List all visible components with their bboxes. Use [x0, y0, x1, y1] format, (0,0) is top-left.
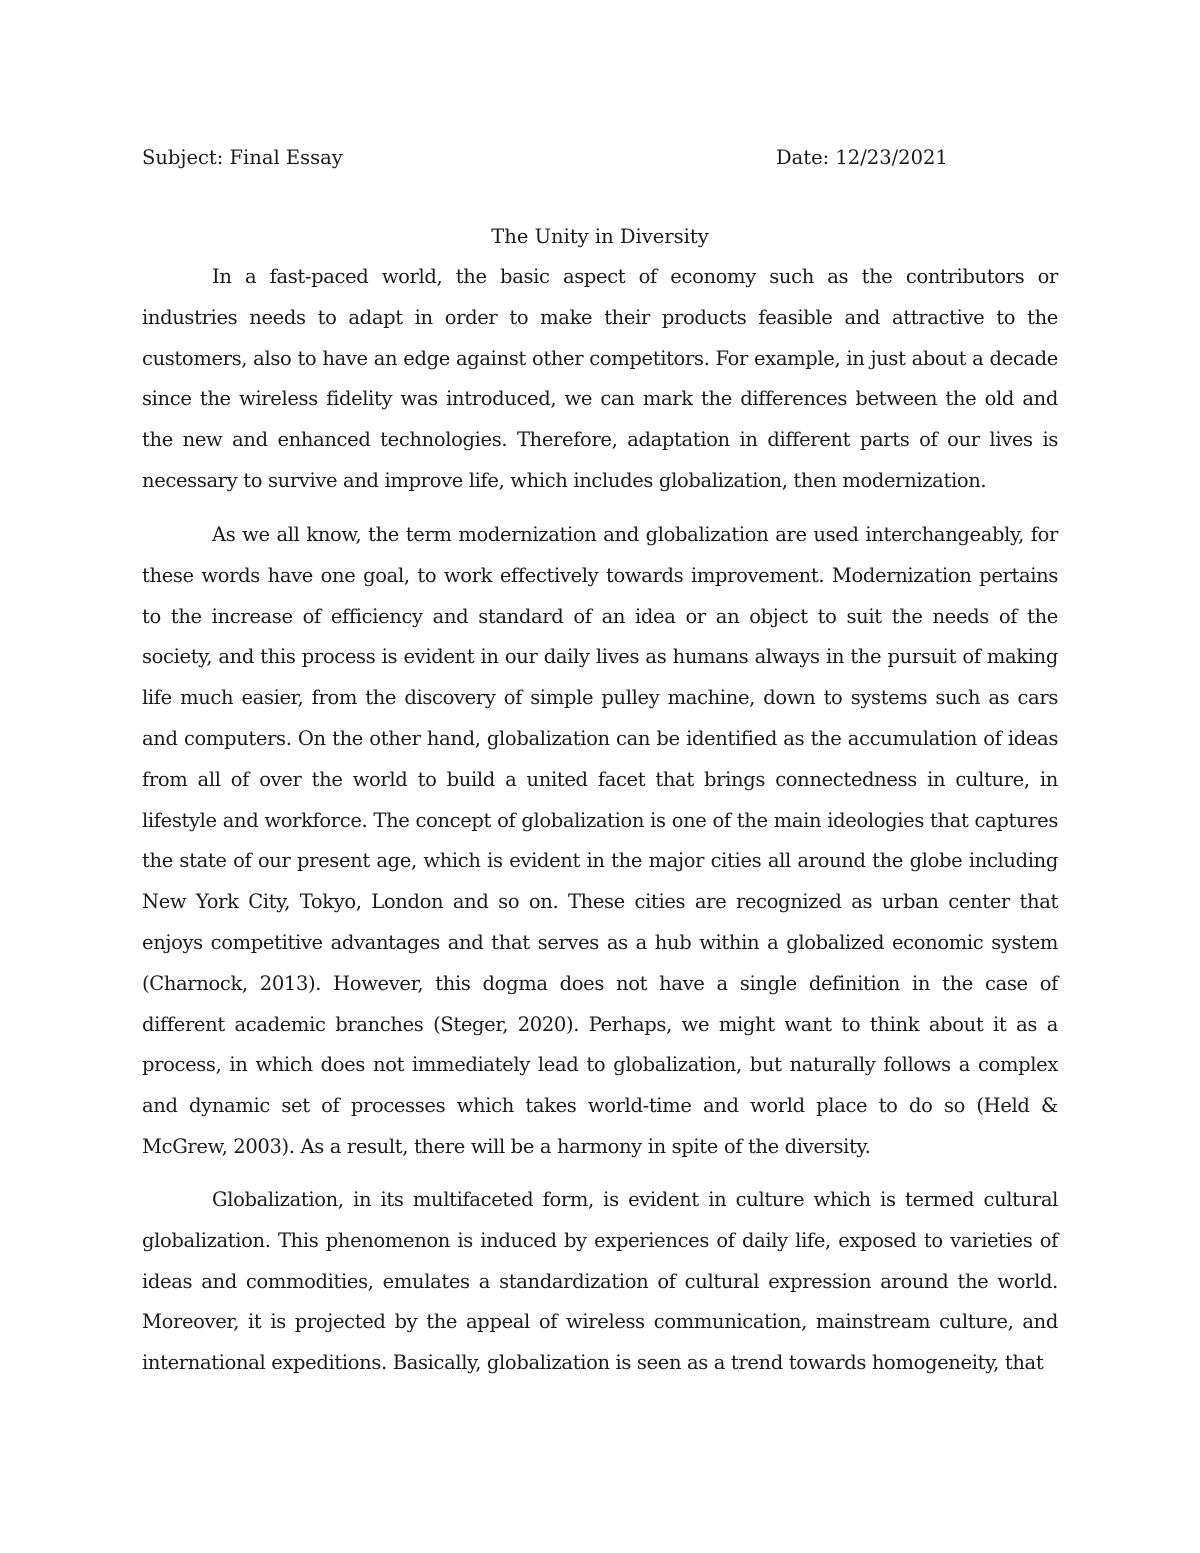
essay-paragraph-1: In a fast-paced world, the basic aspect of economy such as the contributors or industries needs to adapt in order to make their products feasible and attractive to the customers, also to have an edge against other competitors. For example, in just about a decade since the wireless fidelity was introduced, we can mark the differences between the old and the new and enhanced technologies. Therefore, adaptation in different parts of our lives is necessary to survive and improve life, which includes globalization, then modernization. — [142, 265, 1058, 492]
date-line: Date: 12/23/2021 — [776, 146, 948, 169]
essay-paragraph-2: As we all know, the term modernization and globalization are used interchangeably, for these words have one goal, to work effectively towards improvement. Modernization pertains to the increase of efficiency and standard of an idea or an object to suit the needs of the society, and this process is evident in our daily lives as humans always in the pursuit of making life much easier, from the discovery of simple pulley machine, down to systems such as cars and computers. On the other hand, globalization can be identified as the accumulation of ideas from all of over the world to build a united facet that brings connectedness in culture, in lifestyle and workforce. The concept of globalization is one of the main ideologies that captures the state of our present age, which is evident in the major cities all around the globe including New York City, Tokyo, London and so on. These cities are recognized as urban center that enjoys competitive advantages and that serves as a hub within a globalized economic system (Charnock, 2013). However, this dogma does not have a single definition in the case of different academic branches (Steger, 2020). Perhaps, we might want to think about it as a process, in which does not immediately lead to globalization, but naturally follows a complex and dynamic set of processes which takes world-time and world place to do so (Held & McGrew, 2003). As a result, there will be a harmony in spite of the diversity. — [142, 523, 1058, 1158]
essay-title: The Unity in Diversity — [491, 225, 709, 248]
document-header — [142, 143, 1058, 173]
subject-line: Subject: Final Essay — [142, 146, 343, 169]
essay-paragraph-3: Globalization, in its multifaceted form, is evident in culture which is termed cultural globalization. This phenomenon is induced by experiences of daily life, exposed to varieties of ideas and commodities, emulates a standardization of cultural expression around the world. Moreover, it is projected by the appeal of wireless communication, mainstream culture, and international expeditions. Basically, globalization is seen as a trend towards homogeneity, that — [142, 1188, 1058, 1375]
